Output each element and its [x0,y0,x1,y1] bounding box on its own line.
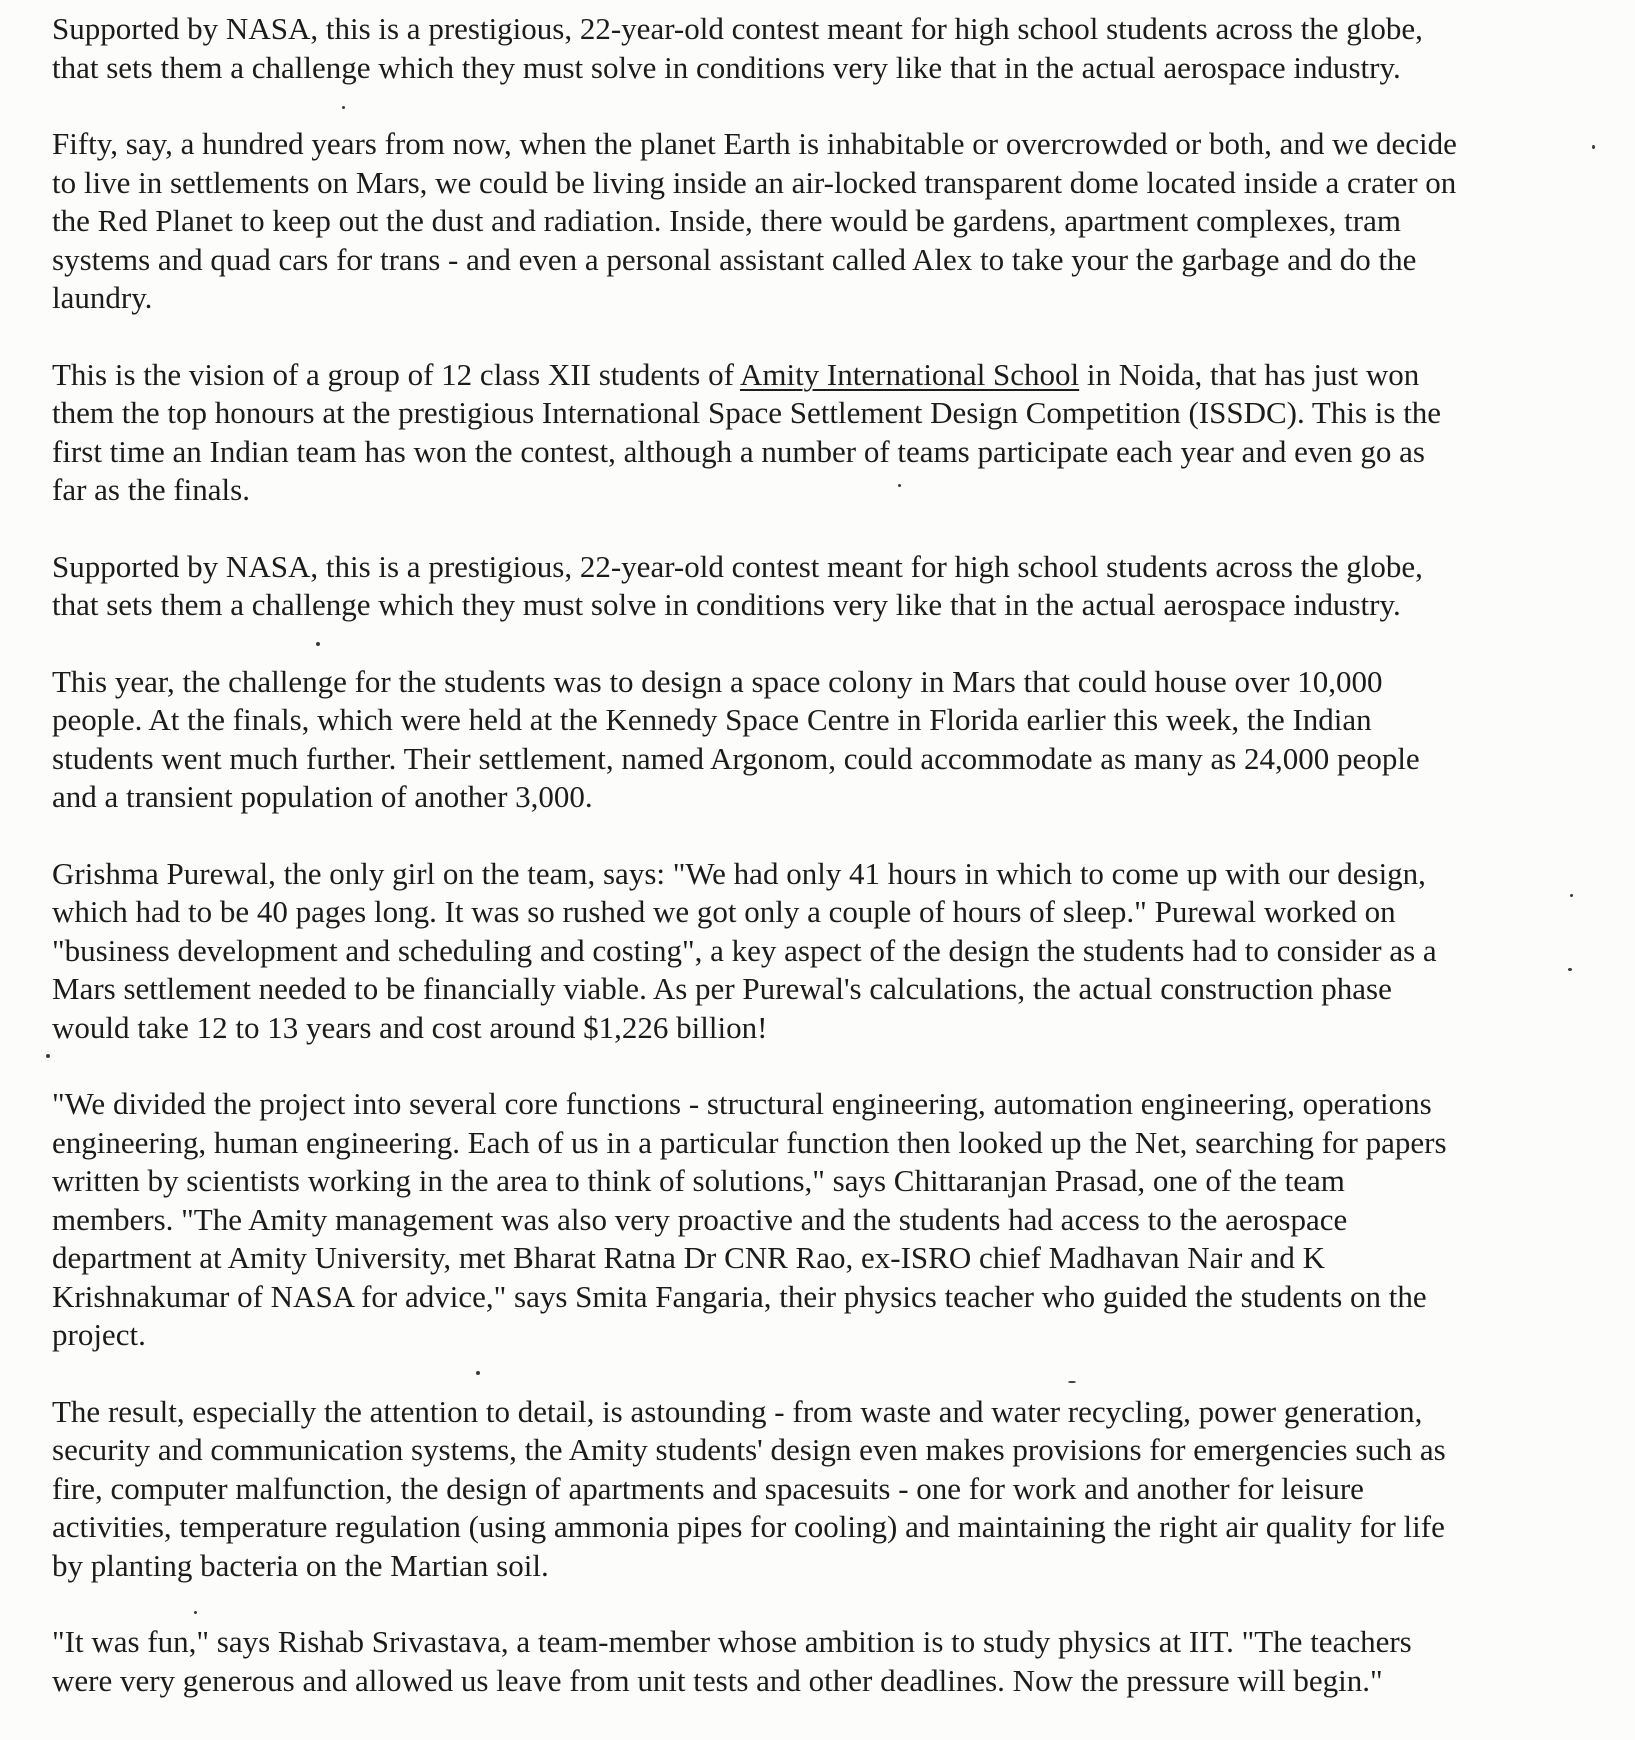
paragraph-3 [52,356,1612,510]
text-line: security and communication systems, the Amity students' design even makes provisions for emergencies such as [52,1432,1446,1467]
text-line: Grishma Purewal, the only girl on the team, says: "We had only 41 hours in which to come up with our design, [52,855,1426,891]
scan-speck [898,484,901,487]
text-line: to live in settlements on Mars, we could be living inside an air-locked transparent dome located inside a crater on [52,164,1457,200]
scan-speck [1570,894,1573,897]
paragraph-7 [52,1085,1612,1355]
paragraph-4 [52,548,1612,625]
paragraph-5 [52,663,1612,817]
line-text: This is the vision of a group of 12 class XII students of [52,356,740,392]
paragraph-2 [52,125,1612,318]
text-line: Fifty, say, a hundred years from now, when the planet Earth is inhabitable or overcrowded or both, and we decide [52,126,1457,161]
scan-speck [46,1054,50,1058]
scan-speck [1592,145,1595,149]
text-line: that sets them a challenge which they must solve in conditions very like that in the actual aerospace industry. [52,49,1401,85]
article-body [52,10,1612,1738]
text-line: which had to be 40 pages long. It was so rushed we got only a couple of hours of sleep." Purewal worked on [52,894,1396,929]
scan-speck [1068,1381,1076,1383]
text-line: laundry. [52,280,153,315]
paragraph-8 [52,1393,1612,1586]
paragraph-9 [52,1623,1612,1700]
text-line: Supported by NASA, this is a prestigious, 22-year-old contest meant for high school students across the globe, [52,548,1423,584]
paragraph-1 [52,10,1612,87]
text-line: activities, temperature regulation (using ammonia pipes for cooling) and maintaining the right air quality for life [52,1509,1445,1544]
scan-speck [476,1371,480,1375]
text-line: systems and quad cars for trans - and even a personal assistant called Alex to take your the garbage and do the [52,241,1417,277]
text-line: Mars settlement needed to be financially viable. As per Purewal's calculations, the actual construction phase [52,971,1392,1006]
text-line: "It was fun," says Rishab Srivastava, a team-member whose ambition is to study physics at IIT. "The teachers [52,1624,1412,1659]
text-line: students went much further. Their settlement, named Argonom, could accommodate as many as 24,000 people [52,740,1420,776]
text-line: would take 12 to 13 years and cost around $1,226 billion! [52,1009,768,1045]
text-line: written by scientists working in the area to think of solutions," says Chittaranjan Prasad, one of the team [52,1163,1345,1198]
amity-school-link[interactable]: Amity International School [739,356,1080,392]
text-line: "business development and scheduling and costing", a key aspect of the design the students had to consider as a [52,932,1437,968]
text-line: members. "The Amity management was also very proactive and the students had access to the aerospace [52,1201,1348,1237]
text-line: department at Amity University, met Bharat Ratna Dr CNR Rao, ex-ISRO chief Madhavan Nair and K [52,1240,1325,1275]
text-line: them the top honours at the prestigious International Space Settlement Design Competition (ISSDC). This is the [52,395,1442,430]
text-line: that sets them a challenge which they must solve in conditions very like that in the actual aerospace industry. [52,587,1401,622]
scan-speck [194,1611,197,1614]
scan-speck [1568,968,1572,971]
text-line: The result, especially the attention to detail, is astounding - from waste and water recycling, power generation, [52,1393,1423,1429]
text-line: the Red Planet to keep out the dust and radiation. Inside, there would be gardens, apartment complexes, tram [52,203,1401,238]
scan-speck [316,642,320,646]
text-line: were very generous and allowed us leave from unit tests and other deadlines. Now the pressure will begin." [52,1662,1383,1698]
text-line: project. [52,1317,146,1352]
text-line: by planting bacteria on the Martian soil. [52,1547,549,1583]
text-line: people. At the finals, which were held at the Kennedy Space Centre in Florida earlier this week, the Indian [52,702,1372,737]
text-line: Supported by NASA, this is a prestigious, 22-year-old contest meant for high school students across the globe, [52,11,1423,46]
text-line: fire, computer malfunction, the design of apartments and spacesuits - one for work and another for leisure [52,1470,1364,1506]
text-line: This year, the challenge for the students was to design a space colony in Mars that could house over 10,000 [52,663,1383,699]
text-line [52,356,1612,395]
line-text: in Noida, that has just won [1079,356,1420,392]
paragraph-6 [52,855,1612,1048]
text-line: "We divided the project into several core functions - structural engineering, automation engineering, operations [52,1086,1432,1121]
text-line: engineering, human engineering. Each of us in a particular function then looked up the Net, searching for papers [52,1124,1447,1160]
text-line: and a transient population of another 3,000. [52,779,593,814]
text-line: first time an Indian team has won the contest, although a number of teams participate each year and even go as [52,433,1425,469]
text-line: Krishnakumar of NASA for advice," says Smita Fangaria, their physics teacher who guided the students on the [52,1278,1427,1314]
scan-speck [342,106,345,109]
text-line: far as the finals. [52,472,250,507]
